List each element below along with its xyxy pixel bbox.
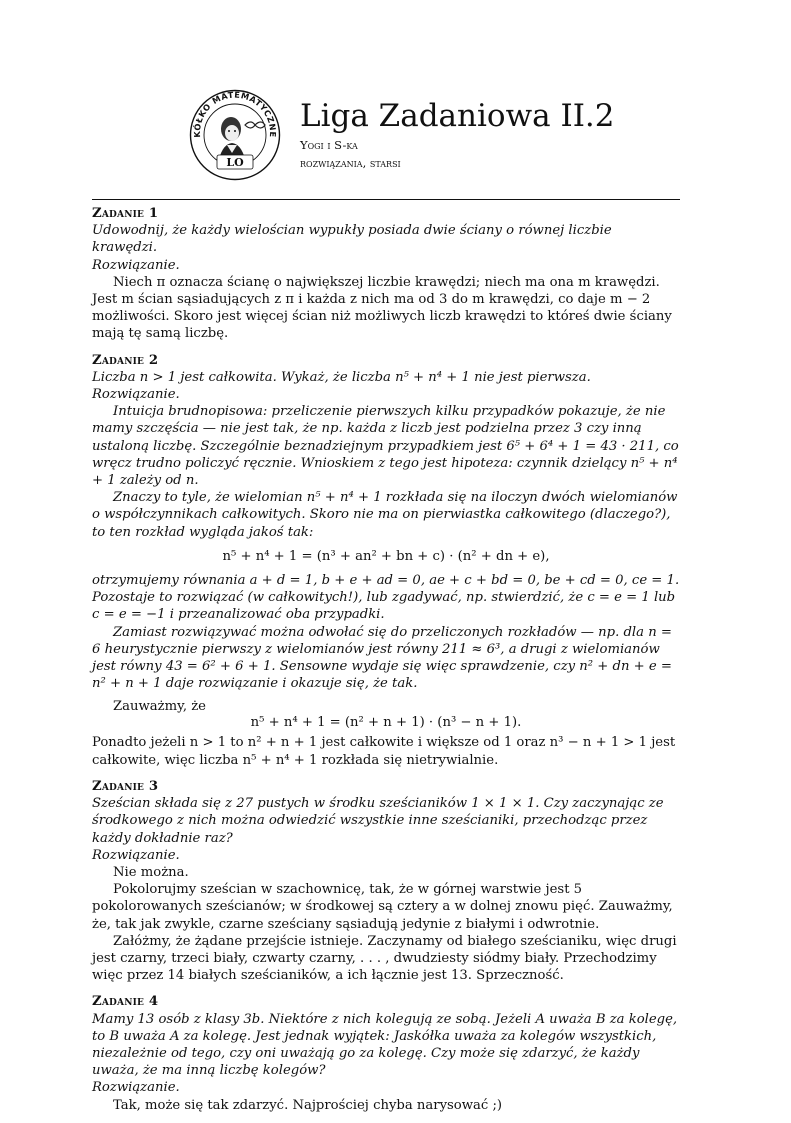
logo-badge-text: LO bbox=[226, 156, 244, 169]
equation: n⁵ + n⁴ + 1 = (n³ + an² + bn + c) · (n² + dn + e), bbox=[222, 548, 550, 564]
logo-ring-text: KÓŁKO MATEMATYCZNE bbox=[191, 89, 279, 138]
observation-block bbox=[92, 698, 680, 734]
solution-paragraph: Pokolorujmy sześcian w szachownicę, tak, że w górnej warstwie jest 5 pokolorowanych sześcianów; w środkowej są cztery a w dolnej znowu pięć. Zauważmy, że, tak jak zwykle, czarne sześciany sąsiadują jedynie z białymi i odwrotnie. bbox=[92, 882, 673, 932]
solution-label: Rozwiązanie. bbox=[92, 1080, 180, 1096]
equation: n⁵ + n⁴ + 1 = (n² + n + 1) · (n³ − n + 1). bbox=[250, 715, 522, 731]
task-1 bbox=[92, 205, 680, 343]
solution-label: Rozwiązanie. bbox=[92, 387, 180, 403]
task-heading: Zadanie 4 bbox=[92, 994, 159, 1010]
solution-paragraph: Niech π oznacza ścianę o największej liczbie krawędzi; niech ma ona m krawędzi. Jest m ścian sąsiadujących z π i każda z nich ma od 3 do m krawędzi, co daje m − 2 możliwości. Skoro jest więcej ścian niż możliwych liczb krawędzi to któreś dwie ściany mają tę samą liczbę. bbox=[92, 274, 672, 342]
solution-paragraph: Nie można. bbox=[113, 864, 189, 880]
task-heading: Zadanie 1 bbox=[92, 206, 159, 221]
solution-paragraph: otrzymujemy równania a + d = 1, b + e + ad = 0, ae + c + bd = 0, be + cd = 0, ce = 1. Pozostaje to rozwiązać (w całkowitych!), lub zgadywać, np. stwierdzić, że c = e = 1 lub c = e = −1 i przeanalizować oba przypadki. bbox=[92, 573, 680, 623]
task-heading: Zadanie 3 bbox=[92, 778, 159, 794]
task-3 bbox=[92, 778, 680, 984]
solution-label: Rozwiązanie. bbox=[92, 257, 180, 273]
solution-label: Rozwiązanie. bbox=[92, 847, 180, 863]
solution-paragraph: Intuicja brudnopisowa: przeliczenie pierwszych kilku przypadków pokazuje, że nie mamy szczęścia — nie jest tak, że np. każda z liczb jest podzielna przez 3 czy inną ustaloną liczbę. Szczególnie beznadziejnym przypadkiem jest 6⁵ + 6⁴ + 1 = 43 · 211, co wręcz trudno policzyć ręcznie. Wnioskiem z tego jest hipoteza: czynnik dzielący n⁵ + n⁴ + 1 zależy od n. bbox=[92, 404, 679, 489]
task-2 bbox=[92, 352, 680, 769]
solution-paragraph: Tak, może się tak zdarzyć. Najprościej chyba narysować ;) bbox=[113, 1097, 503, 1113]
authors-line: Yogi i S-ka bbox=[300, 138, 358, 152]
task-heading: Zadanie 2 bbox=[92, 352, 159, 368]
solution-paragraph: Załóżmy, że żądane przejście istnieje. Zaczynamy od białego sześcianiku, więc drugi jest czarny, trzeci biały, czwarty czarny, . . . , dwudziesty siódmy biały. Przechodzimy więc przez 14 białych sześcianików, a ich łącznie jest 13. Sprzeczność. bbox=[92, 933, 677, 984]
task-statement: Udowodnij, że każdy wielościan wypukły posiada dwie ściany o równej liczbie krawędzi. bbox=[92, 223, 612, 256]
task-statement: Liczba n > 1 jest całkowita. Wykaż, że liczba n⁵ + n⁴ + 1 nie jest pierwsza. bbox=[92, 369, 591, 385]
task-4 bbox=[92, 993, 680, 1113]
header-divider bbox=[92, 199, 680, 200]
title-block bbox=[300, 98, 615, 171]
solution-paragraph: Ponadto jeżeli n > 1 to n² + n + 1 jest całkowite i większe od 1 oraz n³ − n + 1 > 1 jest całkowite, więc liczba n⁵ + n⁴ + 1 rozkłada się nietrywialnie. bbox=[92, 735, 676, 768]
page-title: Liga Zadaniowa II.2 bbox=[300, 98, 615, 134]
task-statement: Sześcian składa się z 27 pustych w środku sześcianików 1 × 1 × 1. Czy zaczynając ze środkowego z nich można odwiedzić wszystkie inne sześcianiki, przechodząc przez każdy dokładnie raz? bbox=[92, 796, 664, 846]
solution-paragraph: Znaczy to tyle, że wielomian n⁵ + n⁴ + 1 rozkłada się na iloczyn dwóch wielomianów o współczynnikach całkowitych. Skoro nie ma on pierwiastka całkowitego (dlaczego?), to ten rozkład wygląda jakoś tak: bbox=[92, 490, 678, 540]
observation-label: Zauważmy, że bbox=[113, 699, 206, 715]
task-statement: Mamy 13 osób z klasy 3b. Niektóre z nich kolegują ze sobą. Jeżeli A uważa B za kolegę, to B uważa A za kolegę. Jest jednak wyjątek: Jaskółka uważa za kolegów wszystkich, niezależnie od tego, czy oni uważają go za kolegę. Czy może się zdarzyć, że każdy uważa, że ma inną liczbę kolegów? bbox=[92, 1011, 678, 1079]
tasks-content bbox=[92, 205, 680, 1123]
school-logo-seal bbox=[189, 89, 281, 181]
document-kind: rozwiązania, starsi bbox=[300, 156, 401, 170]
solution-paragraph: Zamiast rozwiązywać można odwołać się do przeliczonych rozkładów — np. dla n = 6 heurystycznie pierwszy z wielomianów jest równy 211 ≈ 6³, a drugi z wielomianów jest równy 43 = 6² + 6 + 1. Sensowne wydaje się więc sprawdzenie, czy n² + dn + e = n² + n + 1 daje rozwiązanie i okazuje się, że tak. bbox=[92, 624, 672, 692]
